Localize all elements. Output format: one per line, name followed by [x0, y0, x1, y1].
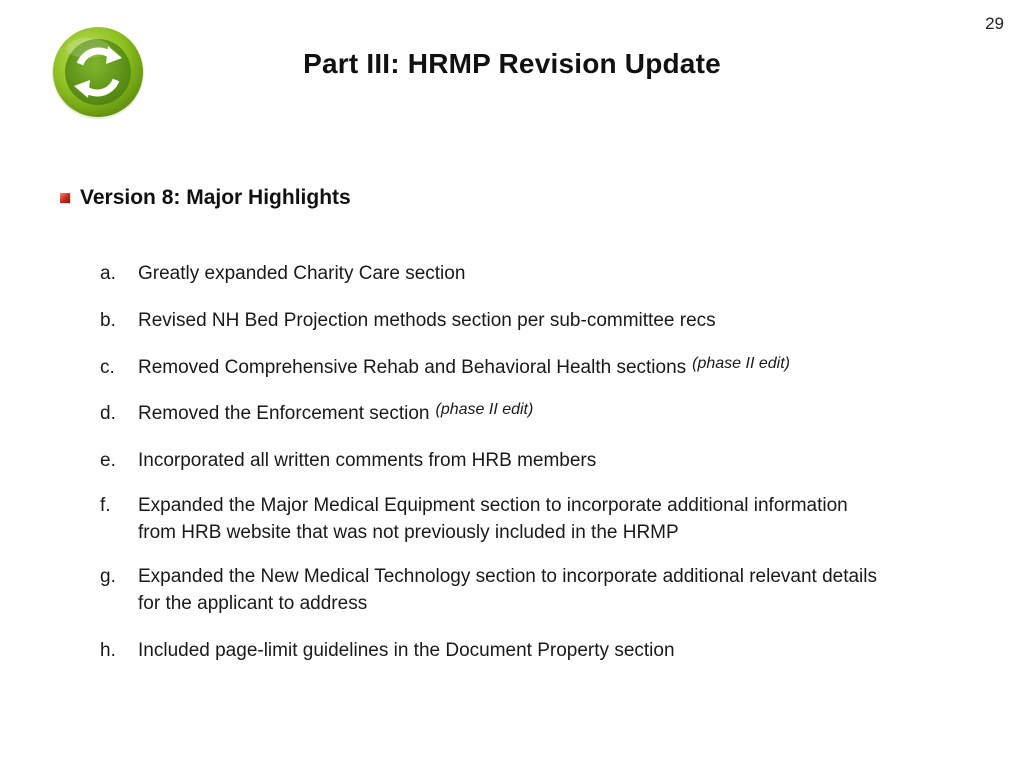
list-item-text: Incorporated all written comments from HRB members	[138, 450, 597, 471]
slide-title: Part III: HRMP Revision Update	[303, 48, 721, 79]
list-item-letter: f.	[100, 495, 111, 516]
list-item	[100, 447, 878, 474]
list-item-letter: g.	[100, 566, 116, 587]
list-item-letter: a.	[100, 263, 116, 284]
list-item-text: Removed the Enforcement section	[138, 403, 430, 424]
list-item	[100, 260, 878, 287]
square-bullet-icon	[60, 193, 70, 203]
section-heading: Version 8: Major Highlights	[80, 186, 351, 209]
page-number: 29	[985, 14, 1004, 33]
list-item-letter: b.	[100, 310, 116, 331]
list-item-text: Removed Comprehensive Rehab and Behavioral Health sections	[138, 357, 687, 378]
phase-note: (phase II edit)	[435, 401, 534, 418]
list-item	[100, 400, 878, 428]
list-item-text: Revised NH Bed Projection methods section per sub-committee recs	[138, 310, 716, 331]
list-item	[100, 637, 878, 664]
list-item	[100, 492, 878, 546]
list-item-text: Included page-limit guidelines in the Document Property section	[138, 640, 675, 661]
list-item	[100, 307, 878, 334]
list-item-letter: h.	[100, 640, 116, 661]
list-item-letter: c.	[100, 357, 115, 378]
list-item	[100, 354, 878, 382]
list-item-text: Greatly expanded Charity Care section	[138, 263, 466, 284]
list-item-letter: d.	[100, 403, 116, 424]
list-item-letter: e.	[100, 450, 116, 471]
list-item-text: Expanded the Major Medical Equipment section to incorporate additional information from HRB website that was not previously included in the HRMP	[138, 495, 848, 543]
phase-note: (phase II edit)	[692, 355, 790, 372]
list-item-text: Expanded the New Medical Technology section to incorporate additional relevant details for the applicant to address	[138, 566, 877, 614]
list-item	[100, 563, 878, 617]
section-heading-row	[60, 186, 351, 210]
